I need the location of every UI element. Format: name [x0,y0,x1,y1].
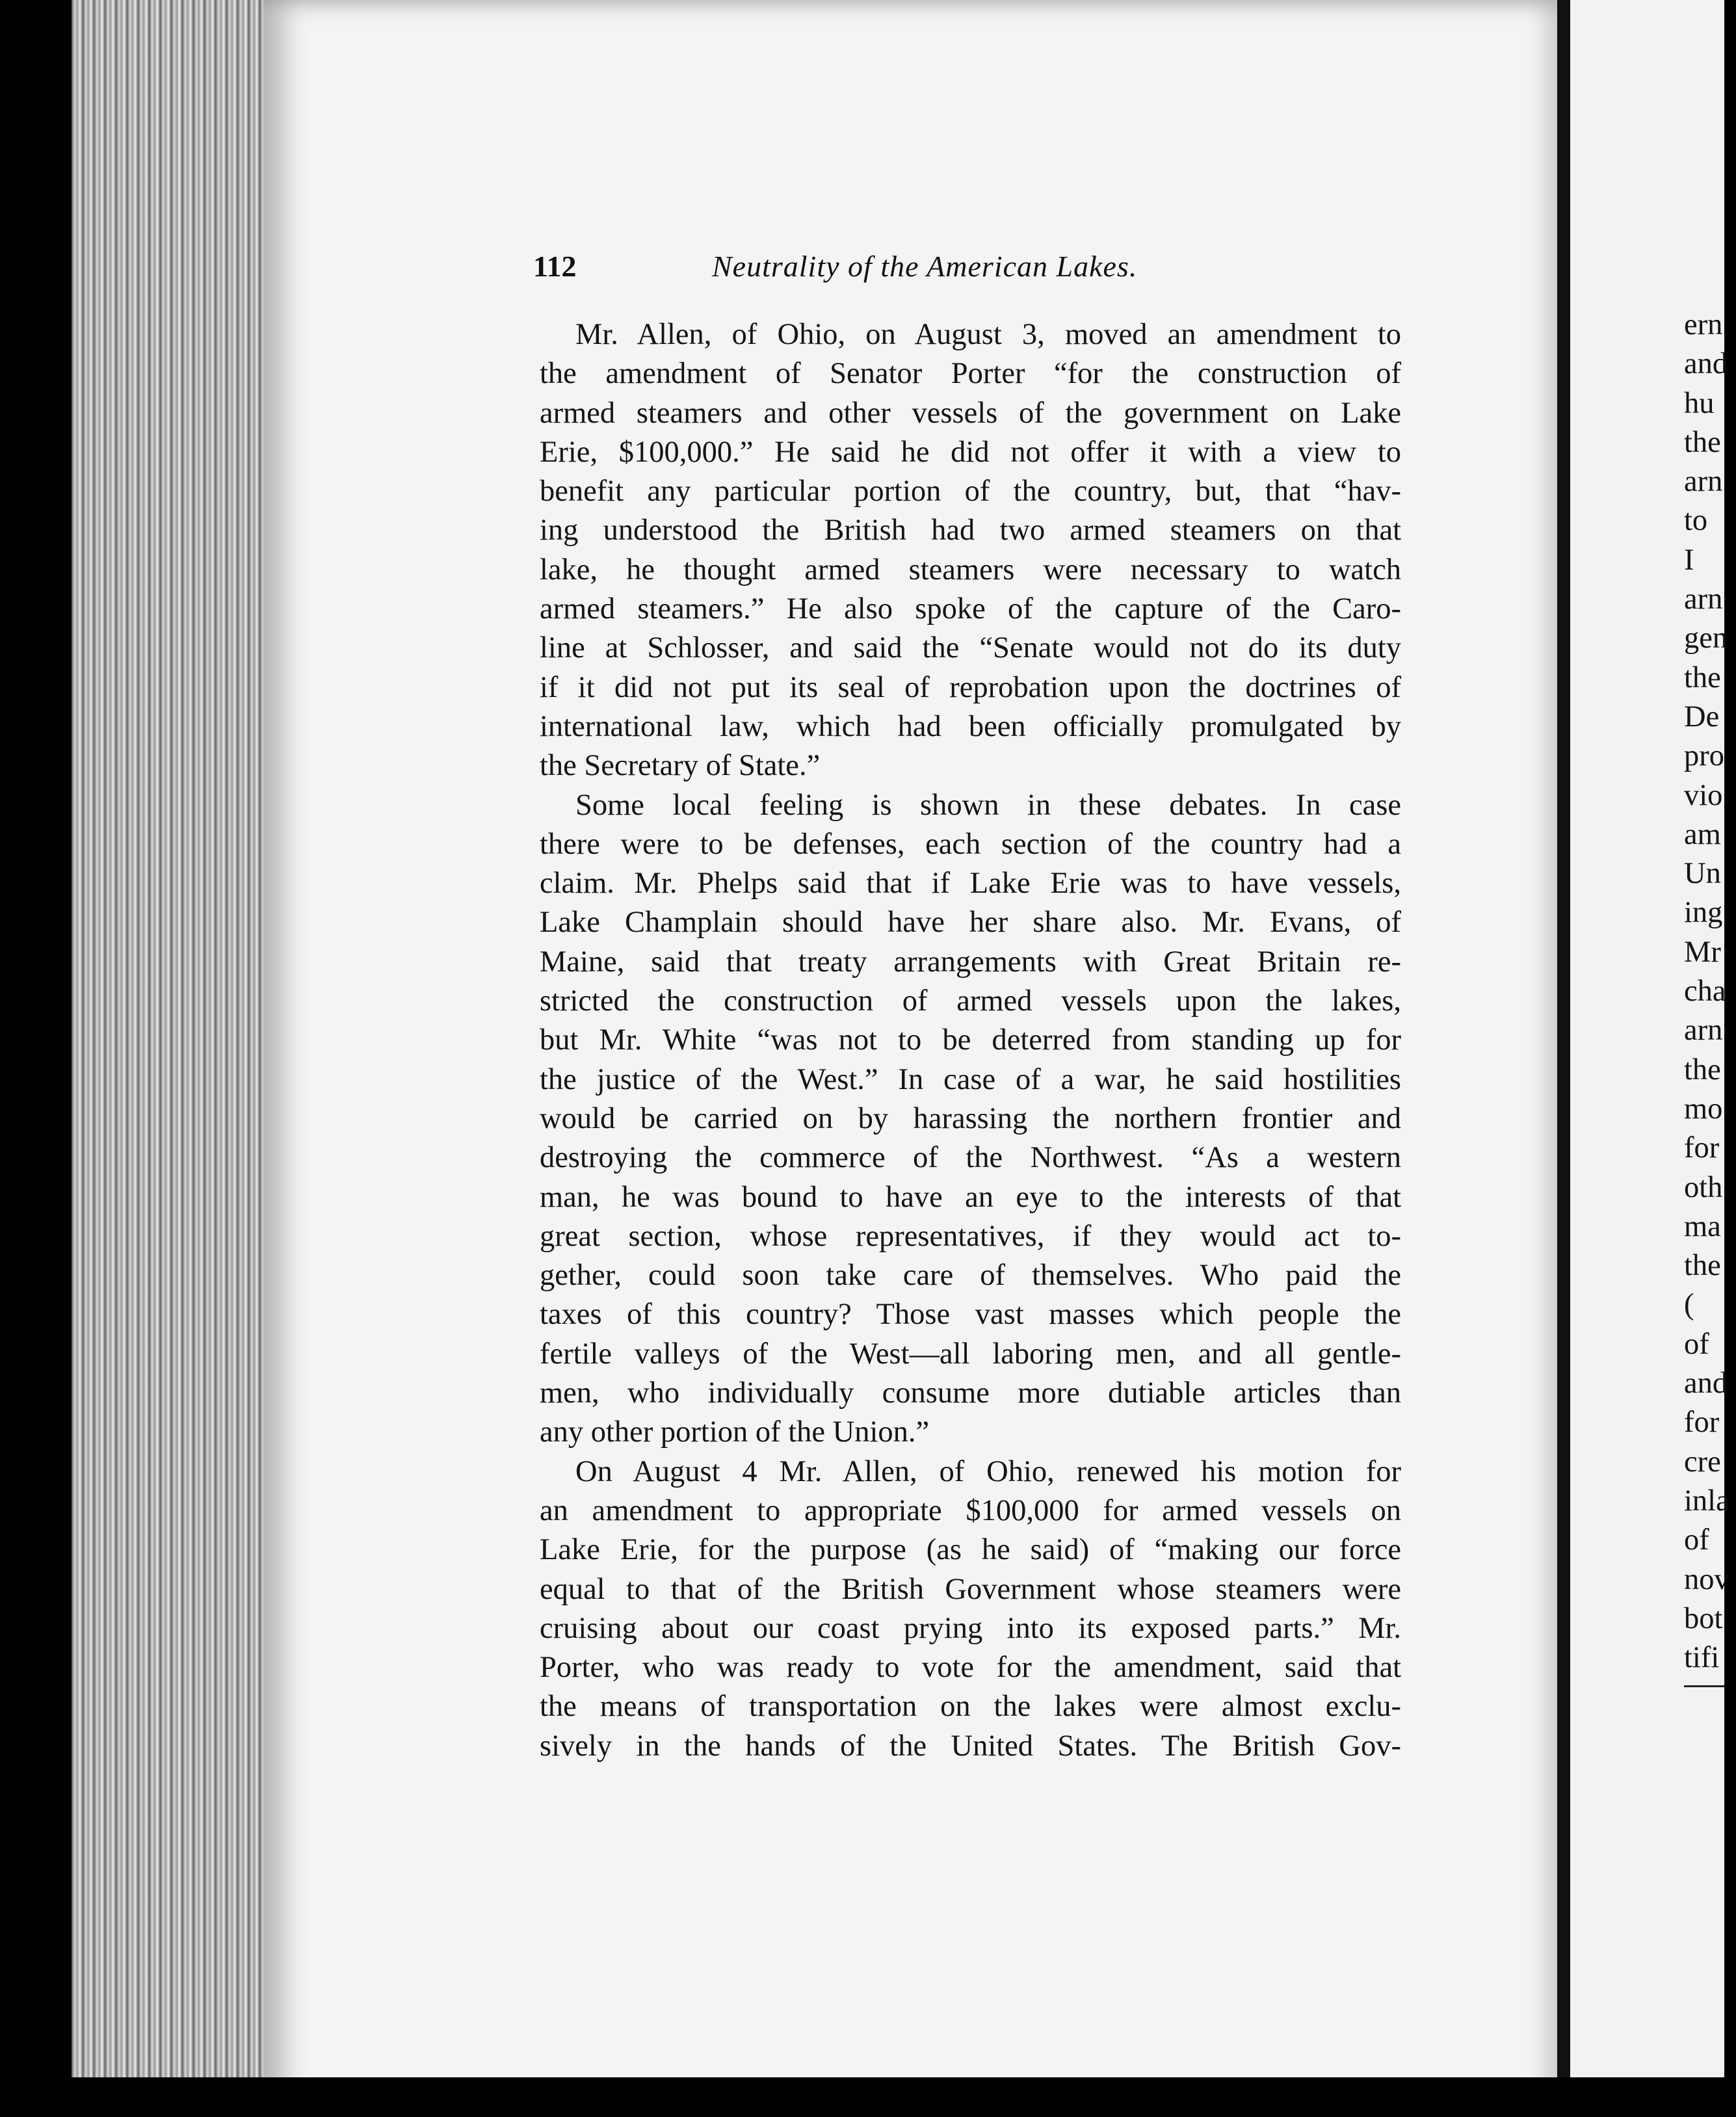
facing-page-fragment: hu [1684,386,1715,420]
facing-page-fragment: and [1684,1367,1728,1400]
text-line: equal to that of the British Government whose steamers were [540,1572,1401,1606]
text-line: Lake Champlain should have her share also. Mr. Evans, of [540,906,1401,940]
facing-page-fragment: Un [1684,857,1721,891]
running-head [533,249,1385,288]
text-line: Maine, said that treaty arrangements with Great Britain re- [540,945,1401,979]
text-line: taxes of this country? Those vast masses which people the [540,1298,1401,1332]
text-line: Erie, $100,000.” He said he did not offer it with a view to [540,435,1401,469]
text-line: fertile valleys of the West—all laboring men, and all gentle- [540,1337,1401,1371]
text-line: benefit any particular portion of the country, but, that “hav- [540,475,1401,508]
text-line: men, who individually consume more dutiable articles than [540,1376,1401,1410]
facing-page-fragment: Mr [1684,935,1721,969]
facing-page-fragment: ( [1684,1288,1694,1322]
text-line: would be carried on by harassing the northern frontier and [540,1101,1401,1135]
footnote-rule [1684,1685,1724,1687]
facing-page-fragment: cre [1684,1445,1721,1479]
facing-page-fragment: ing [1684,896,1723,930]
facing-page-fragment: gen [1684,622,1728,655]
facing-page-fragment: am [1684,817,1721,851]
facing-page-fragment: for [1684,1131,1720,1165]
facing-page-fragment: nov [1684,1562,1729,1596]
text-line: the justice of the West.” In case of a war, he said hostilities [540,1062,1401,1096]
facing-page-fragment: of [1684,1327,1709,1361]
facing-page-fragment: the [1684,425,1721,459]
text-line: destroying the commerce of the Northwest. “As a western [540,1141,1401,1175]
scan-border [0,2077,1724,2117]
page-edges [72,0,269,2117]
text-line: cruising about our coast prying into its exposed parts.” Mr. [540,1611,1401,1645]
facing-page-fragment: and [1684,347,1728,381]
facing-page-fragment: cha [1684,975,1726,1008]
text-line: the amendment of Senator Porter “for the construction of [540,357,1401,391]
facing-page-fragment: oth [1684,1170,1723,1204]
text-line: armed steamers and other vessels of the government on Lake [540,396,1401,430]
text-line: armed steamers.” He also spoke of the capture of the Caro- [540,592,1401,626]
facing-page-fragment: to [1684,504,1708,538]
text-line: Lake Erie, for the purpose (as he said) of “making our force [540,1533,1401,1567]
body-text [540,315,1401,1766]
text-line: the Secretary of State.” [540,749,821,783]
facing-page-fragment: I [1684,543,1694,577]
text-line: man, he was bound to have an eye to the interests of that [540,1180,1401,1214]
facing-page-fragment: De [1684,700,1720,733]
book-gutter [1557,0,1570,2117]
text-line: great section, whose representatives, if they would act to- [540,1219,1401,1253]
text-line: stricted the construction of armed vessels upon the lakes, [540,984,1401,1018]
text-line: gether, could soon take care of themselves. Who paid the [540,1259,1401,1293]
facing-page-fragment: of [1684,1523,1709,1557]
text-line: ing understood the British had two armed steamers on that [540,514,1401,547]
page-number: 112 [533,250,577,283]
text-line: there were to be defenses, each section of the country had a [540,827,1401,861]
text-line: Porter, who was ready to vote for the amendment, said that [540,1651,1401,1685]
text-line: claim. Mr. Phelps said that if Lake Erie was to have vessels, [540,867,1401,901]
facing-page-fragment: arn [1684,465,1723,499]
facing-page-fragment: tifi [1684,1641,1720,1675]
facing-page-fragment: vio [1684,778,1723,812]
text-line: On August 4 Mr. Allen, of Ohio, renewed his motion for [575,1454,1401,1488]
facing-page-fragment: the [1684,1053,1721,1086]
text-line: any other portion of the Union.” [540,1415,930,1449]
facing-page-fragment: ern [1684,308,1723,341]
text-line: but Mr. White “was not to be deterred from standing up for [540,1023,1401,1057]
text-line: line at Schlosser, and said the “Senate would not do its duty [540,631,1401,665]
text-line: international law, which had been officially promulgated by [540,709,1401,743]
facing-page-fragment: arn [1684,1014,1723,1047]
facing-page-fragment: the [1684,661,1721,694]
facing-page-fragment: inla [1684,1484,1729,1518]
text-line: sively in the hands of the United States. The British Gov- [540,1729,1401,1763]
facing-page-fragment: the [1684,1249,1721,1283]
facing-page-fragment: pro [1684,739,1724,773]
text-line: Mr. Allen, of Ohio, on August 3, moved an amendment to [575,318,1401,351]
text-line: lake, he thought armed steamers were necessary to watch [540,553,1401,586]
facing-page-fragment: for [1684,1406,1720,1440]
text-line: if it did not put its seal of reprobation upon the doctrines of [540,670,1401,704]
facing-page-fragment: mo [1684,1092,1723,1125]
page-header-title: Neutrality of the American Lakes. [712,250,1138,283]
text-line: Some local feeling is shown in these debates. In case [575,788,1401,822]
facing-page-text [1684,306,1736,1677]
facing-page-fragment: arn [1684,583,1723,616]
text-line: an amendment to appropriate $100,000 for armed vessels on [540,1493,1401,1527]
facing-page-fragment: bot [1684,1601,1723,1635]
facing-page-fragment: ma [1684,1209,1721,1243]
text-line: the means of transportation on the lakes were almost exclu- [540,1690,1401,1724]
